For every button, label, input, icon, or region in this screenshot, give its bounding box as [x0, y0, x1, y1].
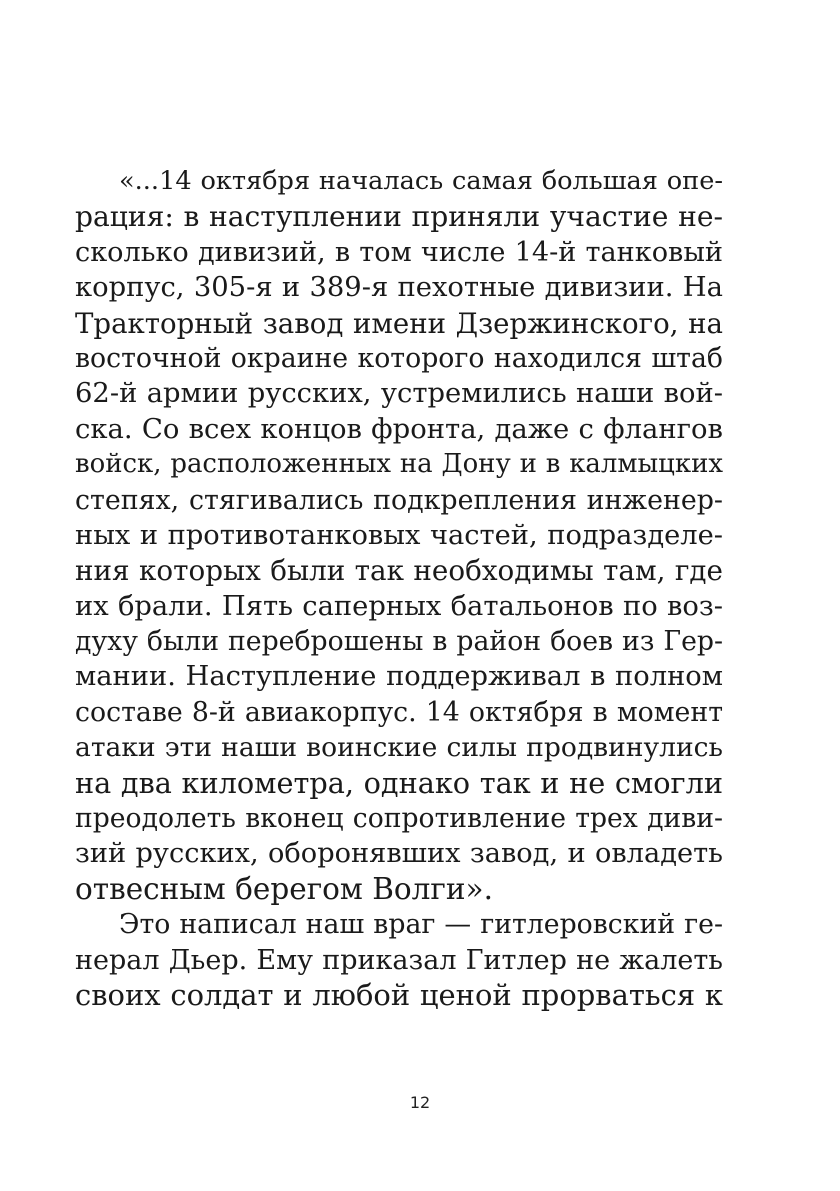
text-line: ных и противотанковых частей, подразделе-: [75, 519, 723, 551]
text-line: их брали. Пять саперных батальонов по воз-: [75, 590, 723, 622]
text-line: корпус, 305-я и 389-я пехотные дивизии. На: [75, 272, 723, 304]
text-line: войск, расположенных на Дону и в калмыцких: [75, 449, 723, 480]
text-line: атаки эти наши воинские силы продвинулись: [75, 732, 723, 764]
text-line: 62-й армии русских, устремились наши вой-: [75, 378, 723, 410]
text-line: ния которых были так необходимы там, где: [75, 554, 723, 588]
text-line: Тракторный завод имени Дзержинского, на: [75, 306, 723, 340]
text-line: мании. Наступление поддерживал в полном: [75, 661, 723, 693]
page-number: 12: [409, 1093, 431, 1112]
text-line: сколько дивизий, в том числе 14-й танковый: [75, 236, 723, 268]
text-line: зий русских, оборонявших завод, и овладеть: [75, 838, 723, 870]
text-line: нерал Дьер. Ему приказал Гитлер не жалеть: [75, 944, 723, 976]
text-line: преодолеть вконец сопротивление трех диви-: [75, 803, 723, 835]
text-line: своих солдат и любой ценой прорваться к: [75, 977, 723, 1012]
text-line: степях, стягивались подкрепления инженер-: [75, 484, 723, 516]
paragraph-commentary: [75, 907, 723, 1013]
text-line: Это написал наш враг — гитлеровский ге-: [119, 909, 723, 941]
text-line: составе 8-й авиакорпус. 14 октября в момент: [75, 696, 723, 728]
text-line: на два километра, однако так и не смогли: [75, 765, 723, 800]
paragraph-quote: [75, 164, 723, 907]
text-line: ска. Со всех концов фронта, даже с флангов: [75, 413, 723, 445]
text-line: восточной окраине которого находился штаб: [75, 342, 723, 374]
body-text: [75, 164, 723, 1013]
text-line: отвесным берегом Волги».: [75, 871, 493, 906]
text-line: рация: в наступлении приняли участие не-: [75, 200, 723, 234]
text-line: духу были переброшены в район боев из Гер-: [75, 626, 723, 658]
text-line: «...14 октября началась самая большая опе-: [119, 166, 723, 196]
